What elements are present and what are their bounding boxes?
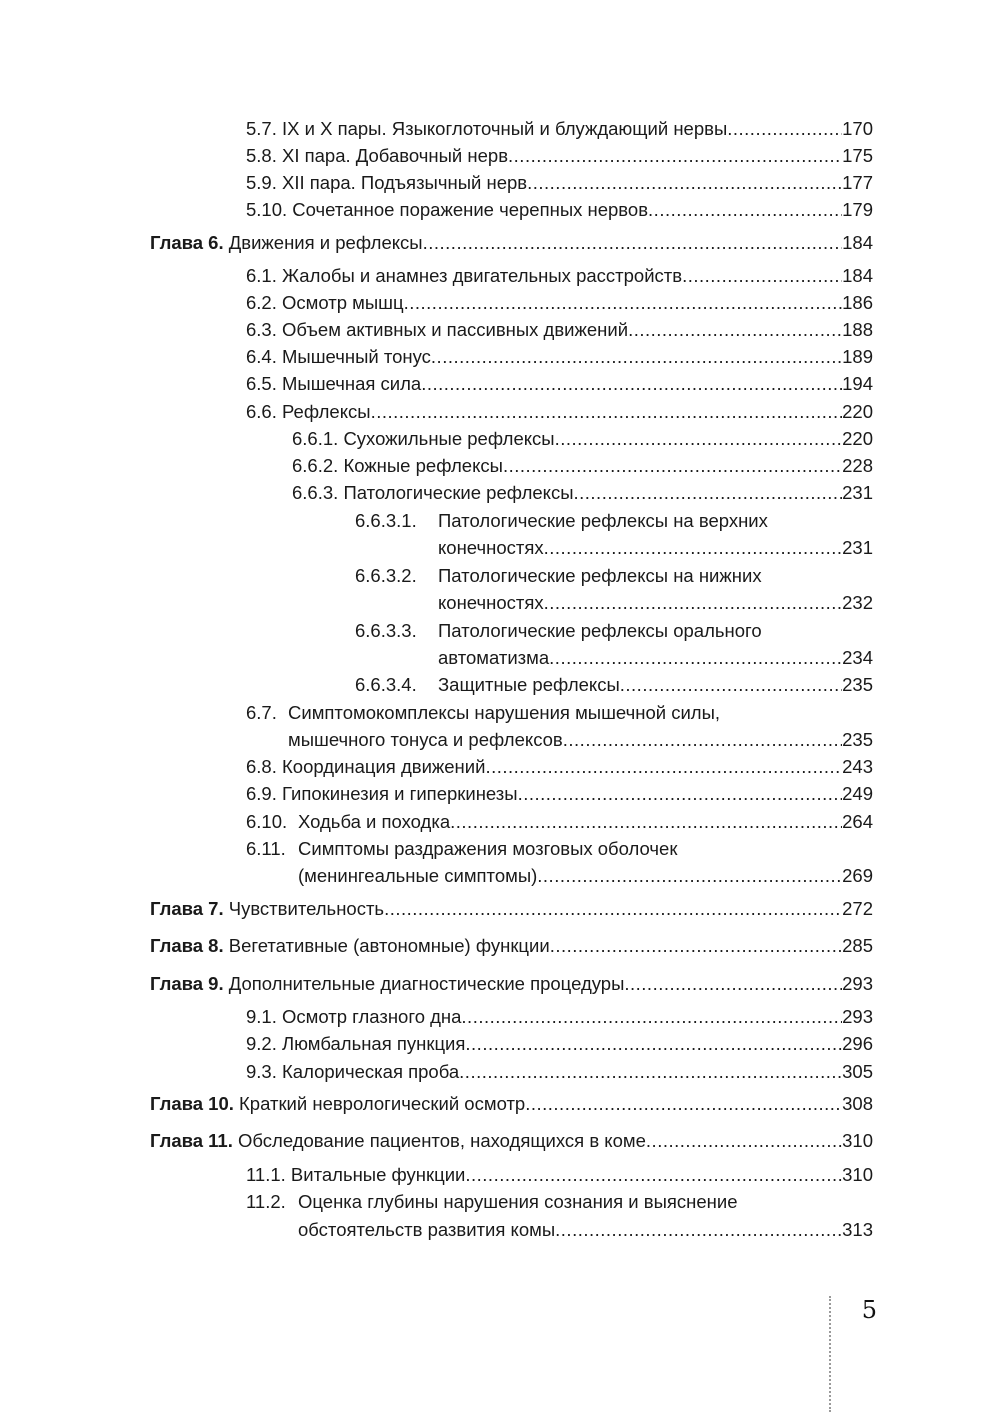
toc-entry-number: 6.6.3.3. (355, 620, 417, 641)
toc-entry[interactable] (246, 143, 873, 169)
toc-page-number: 235 (842, 729, 873, 750)
toc-entry-text: 6.6.1. Сухожильные рефлексы (292, 428, 555, 449)
toc-entry-text: 6.6.2. Кожные рефлексы (292, 455, 503, 476)
dot-leader (384, 896, 842, 922)
toc-page-number: 310 (842, 1164, 873, 1185)
toc-entry-text: 11.1. Витальные функции (246, 1164, 466, 1185)
toc-entry[interactable] (246, 317, 873, 343)
toc-entry[interactable] (292, 426, 873, 452)
toc-page-number: 313 (842, 1219, 873, 1240)
toc-page-number: 235 (842, 674, 873, 695)
dot-leader (465, 1162, 842, 1188)
toc-page-number: 234 (842, 647, 873, 668)
toc-page-number: 220 (842, 428, 873, 449)
toc-entry-text: 6.5. Мышечная сила (246, 373, 422, 394)
toc-page-number: 243 (842, 756, 873, 777)
toc-chapter[interactable] (150, 933, 873, 959)
dot-leader (461, 1004, 842, 1030)
toc-entry[interactable] (246, 754, 873, 780)
toc-entry-first-line[interactable] (246, 700, 873, 726)
toc-page-number: 310 (842, 1130, 873, 1151)
toc-entry[interactable] (246, 116, 873, 142)
toc-entry-number: 6.7. (246, 702, 277, 723)
toc-chapter[interactable] (150, 1091, 873, 1117)
toc-entry-continuation[interactable] (438, 535, 873, 561)
toc-entry[interactable] (246, 263, 873, 289)
dot-leader (555, 1217, 842, 1243)
toc-entry-title-cont: обстоятельств развития комы (298, 1219, 556, 1240)
toc-entry-continuation[interactable] (298, 1217, 873, 1243)
toc-entry-text: 9.2. Люмбальная пункция (246, 1033, 466, 1054)
toc-entry[interactable] (246, 344, 873, 370)
dot-leader (525, 1091, 842, 1117)
toc-entry-text: Глава 9. Дополнительные диагностические процедуры (150, 973, 625, 994)
toc-page-number: 285 (842, 935, 873, 956)
toc-entry[interactable] (355, 672, 873, 698)
toc-entry[interactable] (246, 1031, 873, 1057)
toc-entry[interactable] (246, 1162, 873, 1188)
toc-entry-text: 6.3. Объем активных и пассивных движений (246, 319, 629, 340)
toc-entry-title-cont: мышечного тонуса и рефлексов (288, 729, 563, 750)
dot-leader (503, 453, 842, 479)
dot-leader (550, 933, 842, 959)
toc-entry-title: Патологические рефлексы на нижних (438, 565, 762, 586)
toc-entry-text: 6.6. Рефлексы (246, 401, 371, 422)
dot-leader (682, 263, 842, 289)
dot-leader (485, 754, 842, 780)
dot-leader (404, 290, 843, 316)
toc-entry-text: Глава 11. Обследование пациентов, находящихся в коме (150, 1130, 646, 1151)
toc-page-number: 179 (842, 199, 873, 220)
toc-entry-text: Глава 6. Движения и рефлексы (150, 232, 423, 253)
toc-entry-text: 6.10. Ходьба и походка (246, 811, 451, 832)
toc-entry[interactable] (246, 197, 873, 223)
toc-page-number: 305 (842, 1061, 873, 1082)
toc-page-number: 194 (842, 373, 873, 394)
toc-chapter[interactable] (150, 971, 873, 997)
toc-page-number: 184 (842, 265, 873, 286)
dot-leader (648, 197, 842, 223)
dot-leader (574, 480, 843, 506)
toc-entry-title-cont: (менингеальные симптомы) (298, 865, 538, 886)
dot-leader (465, 1031, 842, 1057)
toc-entry-continuation[interactable] (438, 645, 873, 671)
toc-page-number: 175 (842, 145, 873, 166)
toc-entry[interactable] (246, 809, 873, 835)
toc-entry[interactable] (246, 781, 873, 807)
dot-leader (508, 143, 842, 169)
toc-entry-number: 6.6.3.2. (355, 565, 417, 586)
dot-leader (624, 971, 842, 997)
toc-chapter[interactable] (150, 1128, 873, 1154)
toc-page-number: 170 (842, 118, 873, 139)
toc-entry-number: 11.2. (246, 1191, 286, 1212)
toc-page-number: 249 (842, 783, 873, 804)
toc-page-number: 308 (842, 1093, 873, 1114)
toc-entry-text: Глава 7. Чувствительность (150, 898, 385, 919)
toc-page-number: 231 (842, 482, 873, 503)
dotted-rule (829, 1296, 831, 1412)
toc-entry-text: 9.3. Калорическая проба (246, 1061, 460, 1082)
toc-entry-first-line[interactable] (246, 836, 873, 862)
toc-entry[interactable] (246, 1004, 873, 1030)
toc-entry-title: Симптомокомплексы нарушения мышечной силы, (288, 702, 721, 723)
toc-entry[interactable] (246, 1059, 873, 1085)
toc-entry-text: 6.6.3.4. Защитные рефлексы (355, 674, 620, 695)
dot-leader (646, 1128, 842, 1154)
dot-leader (537, 863, 842, 889)
dot-leader (450, 809, 842, 835)
toc-entry-text: 5.8. XI пара. Добавочный нерв (246, 145, 509, 166)
toc-page-number: 232 (842, 592, 873, 613)
toc-page-number: 269 (842, 865, 873, 886)
toc-chapter[interactable] (150, 896, 873, 922)
dot-leader (628, 317, 842, 343)
toc-entry[interactable] (246, 399, 873, 425)
dot-leader (549, 645, 842, 671)
dot-leader (421, 371, 842, 397)
page-number: 5 (861, 1296, 877, 1324)
dot-leader (459, 1059, 842, 1085)
toc-entry[interactable] (292, 453, 873, 479)
toc-page-number: 184 (842, 232, 873, 253)
toc-page-number: 186 (842, 292, 873, 313)
toc-page-number: 293 (842, 973, 873, 994)
toc-entry-title-cont: конечностях (438, 537, 544, 558)
dot-leader (555, 426, 843, 452)
toc-page-number: 177 (842, 172, 873, 193)
dot-leader (518, 781, 843, 807)
dot-leader (563, 727, 842, 753)
toc-entry-continuation[interactable] (298, 863, 873, 889)
toc-page-number: 293 (842, 1006, 873, 1027)
dot-leader (431, 344, 842, 370)
toc-page-number: 264 (842, 811, 873, 832)
toc-entry[interactable] (246, 290, 873, 316)
toc-entry-text: Глава 10. Краткий неврологический осмотр (150, 1093, 526, 1114)
toc-entry-first-line[interactable] (355, 563, 873, 589)
toc-page-number: 220 (842, 401, 873, 422)
toc-entry-first-line[interactable] (246, 1189, 873, 1215)
toc-entry-title: Патологические рефлексы на верхних (438, 510, 768, 531)
toc-chapter[interactable] (150, 230, 873, 256)
toc-entry-title-cont: конечностях (438, 592, 544, 613)
toc-entry-text: 5.10. Сочетанное поражение черепных нервов (246, 199, 649, 220)
toc-entry-text: 6.8. Координация движений (246, 756, 486, 777)
toc-page-number: 228 (842, 455, 873, 476)
toc-entry-number: 6.11. (246, 838, 286, 859)
toc-entry-title-cont: автоматизма (438, 647, 550, 668)
toc-page-number: 189 (842, 346, 873, 367)
toc-entry-title: Патологические рефлексы орального (438, 620, 762, 641)
toc-entry-title: Симптомы раздражения мозговых оболочек (298, 838, 678, 859)
dot-leader (371, 399, 843, 425)
toc-page-number: 296 (842, 1033, 873, 1054)
toc-entry[interactable] (246, 371, 873, 397)
toc-entry-text: 6.9. Гипокинезия и гиперкинезы (246, 783, 518, 804)
toc-entry[interactable] (246, 170, 873, 196)
toc-entry-first-line[interactable] (355, 618, 873, 644)
toc-page-number: 231 (842, 537, 873, 558)
toc-entry-title: Оценка глубины нарушения сознания и выяснение (298, 1191, 738, 1212)
toc-page-number: 188 (842, 319, 873, 340)
toc-entry-text: 9.1. Осмотр глазного дна (246, 1006, 462, 1027)
toc-entry-continuation[interactable] (288, 727, 873, 753)
toc-entry-text: 6.1. Жалобы и анамнез двигательных расстройств (246, 265, 683, 286)
toc-entry-text: 6.2. Осмотр мышц (246, 292, 404, 313)
toc-page-number: 272 (842, 898, 873, 919)
toc-entry-text: 6.6.3. Патологические рефлексы (292, 482, 574, 503)
dot-leader (544, 590, 843, 616)
toc-entry-text: Глава 8. Вегетативные (автономные) функции (150, 935, 550, 956)
toc-entry[interactable] (292, 480, 873, 506)
dot-leader (727, 116, 842, 142)
toc-entry-first-line[interactable] (355, 508, 873, 534)
toc-entry-number: 6.6.3.1. (355, 510, 417, 531)
dot-leader (527, 170, 842, 196)
toc-entry-text: 5.7. IX и X пары. Языкоглоточный и блуждающий нервы (246, 118, 728, 139)
toc-entry-text: 6.4. Мышечный тонус (246, 346, 431, 367)
toc-entry-text: 5.9. XII пара. Подъязычный нерв (246, 172, 528, 193)
toc-entry-continuation[interactable] (438, 590, 873, 616)
dot-leader (544, 535, 843, 561)
dot-leader (620, 672, 842, 698)
dot-leader (423, 230, 843, 256)
